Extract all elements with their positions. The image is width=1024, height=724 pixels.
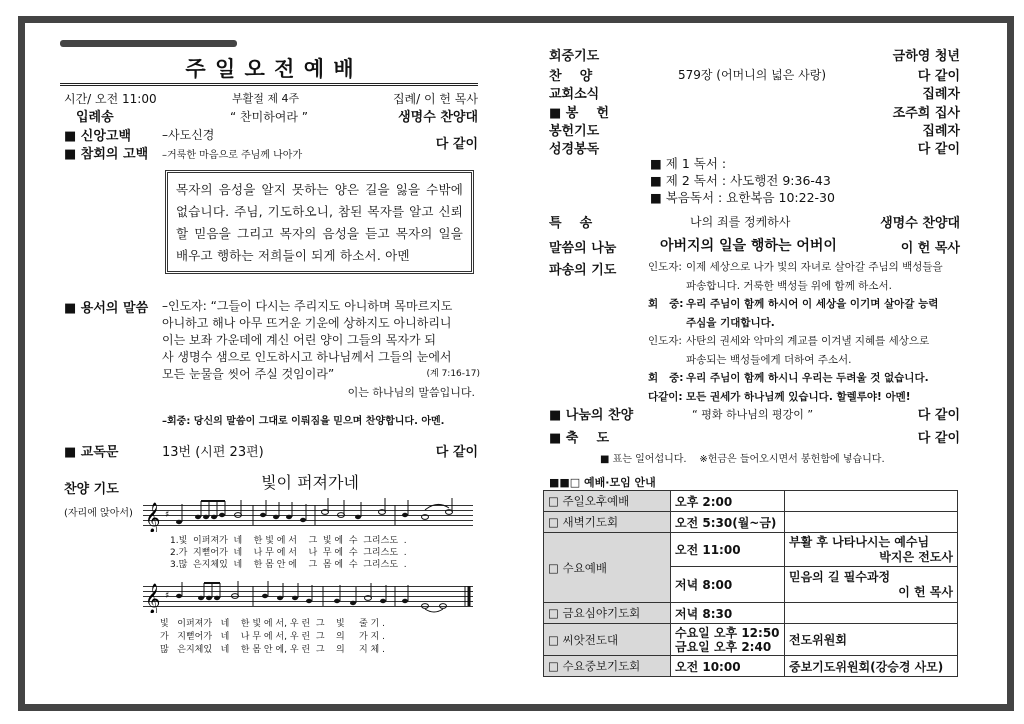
news-by: 집례자 xyxy=(922,87,960,102)
schedule-time xyxy=(671,624,785,656)
sending-line xyxy=(648,314,960,333)
sharing-label: ■ 나눔의 찬양 xyxy=(549,408,634,423)
confession-prayer-box: 목자의 음성을 알지 못하는 양은 길을 잃을 수밖에 없습니다. 주님, 기도하오니, 참된 목자를 알고 신뢰할 믿음을 그리고 목자의 음성을 듣고 목자의 일을 배우고 행하는 저희들이 되게 하소서. 아멘 xyxy=(165,170,474,274)
schedule-desc xyxy=(785,603,958,624)
lyric-line: 가 지뻗어가 네 나 무 에 서, 우 린 그 의 가 지 . xyxy=(160,632,385,642)
sending-text: 우리 주님이 함께 하시어 이 세상을 이기며 살아갈 능력 xyxy=(686,298,939,310)
page-title: 주 일 오 전 예 배 xyxy=(185,57,355,81)
pardon-line: 모든 눈물을 씻어 주실 것임이라” xyxy=(162,367,335,381)
lyric-line: 많 은지체있 네 한 몸 안 에, 우 린 그 의 지 체 . xyxy=(160,645,385,655)
lyrics-verse-block xyxy=(170,535,407,571)
table-row xyxy=(544,512,958,533)
offering-prayer-label: 봉헌기도 xyxy=(549,124,600,139)
sending-text: 우리 주님이 함께 하시니 우리는 두려울 것 없습니다. xyxy=(686,372,929,384)
readings-list xyxy=(650,155,835,206)
schedule-name: □ 씨앗전도대 xyxy=(544,624,671,656)
schedule-desc-line: 박지은 전도사 xyxy=(879,549,953,564)
schedule-time: 저녁 8:30 xyxy=(671,603,785,624)
schedule-title: ■■□ 예배·모임 안내 xyxy=(549,476,656,489)
hymn-sub: (자리에 앉아서) xyxy=(64,508,133,519)
sending-who: 인도자: xyxy=(648,261,682,273)
schedule-time-line: 수요일 오후 12:50 xyxy=(675,625,780,640)
sending-line xyxy=(648,332,960,351)
sending-prayer xyxy=(648,258,960,406)
scripture-by: 다 같이 xyxy=(917,142,960,157)
table-row xyxy=(544,491,958,512)
confession-label: ■ 참회의 고백 xyxy=(64,147,149,162)
sending-line xyxy=(648,351,960,370)
sending-who: 회 중: xyxy=(648,298,684,310)
scripture-label: 성경봉독 xyxy=(549,142,600,157)
reading-label: ■ 교독문 xyxy=(64,445,119,460)
lyric-line: 2.가 지뻗어가 네 나 무 에 서 나 무 에 수 그리스도 . xyxy=(170,548,407,558)
sending-text: 파송합니다. 거룩한 백성들 위에 함께 하소서. xyxy=(686,279,892,292)
reading-item: ■ 제 1 독서 : xyxy=(650,156,727,171)
creed-value: –사도신경 xyxy=(162,128,215,142)
praise-by: 다 같이 xyxy=(917,69,960,84)
schedule-name: □ 새벽기도회 xyxy=(544,512,671,533)
schedule-time: 오전 11:00 xyxy=(671,533,785,567)
pardon-ref: (계 7:16-17) xyxy=(426,369,480,379)
schedule-name: □ 금요심야기도회 xyxy=(544,603,671,624)
schedule-time: 오전 10:00 xyxy=(671,656,785,677)
reading-item: ■ 복음독서 : 요한복음 10:22-30 xyxy=(650,190,835,205)
pardon-last-line xyxy=(162,366,480,383)
svg-text:♯: ♯ xyxy=(165,591,170,601)
schedule-name: □ 수요중보기도회 xyxy=(544,656,671,677)
lyric-line: 3.많 은지체있 네 한 몸 안 에 그 몸 에 수 그리스도 . xyxy=(170,560,407,570)
special-label: 특 송 xyxy=(549,216,593,231)
reading-together: 다 같이 xyxy=(435,445,478,460)
pardon-label: ■ 용서의 말씀 xyxy=(64,301,149,316)
table-row xyxy=(544,624,958,656)
lyric-line: 1.빛 이퍼져가 네 한 빛 에 서 그 빛 에 수 그리스도 . xyxy=(170,536,407,546)
table-row xyxy=(544,533,958,567)
sending-line xyxy=(648,258,960,277)
schedule-desc xyxy=(785,491,958,512)
creed-label: ■ 신앙고백 xyxy=(64,129,132,144)
schedule-time: 저녁 8:00 xyxy=(671,567,785,603)
pardon-line: 이는 보좌 가운데에 계신 어린 양이 그들의 목자가 되 xyxy=(162,333,436,347)
schedule-table xyxy=(543,490,958,677)
pardon-word: 이는 하나님의 말씀입니다. xyxy=(347,386,475,399)
sending-who: 다같이: xyxy=(648,390,683,403)
special-song: 나의 죄를 정케하사 xyxy=(690,215,791,229)
offering-label: ■ 봉 헌 xyxy=(549,106,610,121)
sharing-by: 다 같이 xyxy=(917,408,960,423)
sending-text: 모든 권세가 하나님께 있습니다. 할렐루야! 아멘! xyxy=(686,390,911,403)
sharing-song: “ 평화 하나님의 평강이 ” xyxy=(692,408,814,421)
liturgical-week: 부활절 제 4주 xyxy=(232,92,300,105)
schedule-name: □ 수요예배 xyxy=(544,533,671,603)
music-notes-2 xyxy=(143,579,473,613)
schedule-time: 오후 2:00 xyxy=(671,491,785,512)
schedule-desc-line: 이 헌 목사 xyxy=(898,584,953,599)
reading-value: 13번 (시편 23편) xyxy=(162,445,264,460)
entrance-label: 입례송 xyxy=(76,110,114,125)
header-bar xyxy=(60,40,237,47)
sending-who: 인도자: xyxy=(648,335,682,347)
title-rule xyxy=(60,83,478,86)
schedule-desc-line: 부활 후 나타나시는 예수님 xyxy=(789,534,930,549)
offering-by: 조주희 집사 xyxy=(892,106,960,121)
schedule-desc: 중보기도위원회(강승경 사모) xyxy=(785,656,958,677)
officiant: 집례/ 이 헌 목사 xyxy=(392,92,478,106)
svg-text:𝄞: 𝄞 xyxy=(145,503,161,532)
table-row xyxy=(544,603,958,624)
pardon-text xyxy=(162,298,480,383)
blessing-by: 다 같이 xyxy=(917,431,960,446)
sending-text: 사탄의 권세와 악마의 계교를 이겨낼 지혜를 세상으로 xyxy=(686,335,930,347)
praise-value: 579장 (어머니의 넓은 사랑) xyxy=(678,68,827,82)
pardon-response: –회중: 당신의 말씀이 그대로 이뤄짐을 믿으며 찬양합니다. 아멘. xyxy=(162,416,445,427)
praise-label: 찬 양 xyxy=(549,69,593,84)
notice: ■ 표는 일어섭니다. ※헌금은 들어오시면서 봉헌함에 넣습니다. xyxy=(600,454,885,465)
sending-text: 이제 세상으로 나가 빛의 자녀로 살아갈 주님의 백성들을 xyxy=(686,261,943,273)
sermon-title: 아버지의 일을 행하는 어버이 xyxy=(660,238,837,254)
confession-value: –거룩한 마음으로 주님께 나아가 xyxy=(162,150,303,161)
hymn-label: 찬양 기도 xyxy=(64,482,119,497)
schedule-desc xyxy=(785,567,958,603)
sermon-by: 이 헌 목사 xyxy=(900,241,960,256)
reading-item: ■ 제 2 독서 : 사도행전 9:36-43 xyxy=(650,173,831,188)
offering-prayer-by: 집례자 xyxy=(922,124,960,139)
pardon-line: 사 생명수 샘으로 인도하시고 하나님께서 그들의 눈에서 xyxy=(162,350,452,364)
table-row xyxy=(544,656,958,677)
schedule-time: 오전 5:30(월~금) xyxy=(671,512,785,533)
sending-line xyxy=(648,277,960,296)
lyrics-refrain-block xyxy=(160,618,385,657)
sending-text: 주심을 기대합니다. xyxy=(686,316,775,329)
congregation-prayer-label: 회중기도 xyxy=(549,49,600,64)
sending-text: 파송되는 백성들에게 더하여 주소서. xyxy=(686,353,852,366)
schedule-desc-line: 믿음의 길 필수과정 xyxy=(789,569,891,584)
lyric-line: 빛 이퍼져가 네 한 빛 에 서, 우 린 그 빛 줄 기 . xyxy=(160,619,385,629)
service-time: 시간/ 오전 11:00 xyxy=(64,92,157,106)
music-notes-1 xyxy=(143,498,473,532)
schedule-desc xyxy=(785,512,958,533)
sermon-label: 말씀의 나눔 xyxy=(549,241,617,256)
pardon-line: –인도자: “그들이 다시는 주리지도 아니하며 목마르지도 xyxy=(162,299,453,313)
blessing-label: ■ 축 도 xyxy=(549,431,610,446)
svg-text:𝄞: 𝄞 xyxy=(145,584,161,613)
schedule-name: □ 주일오후예배 xyxy=(544,491,671,512)
sending-label: 파송의 기도 xyxy=(549,263,617,278)
entrance-song: “ 찬미하여라 ” xyxy=(230,110,309,124)
hymn-title: 빛이 퍼져가네 xyxy=(261,473,359,492)
news-label: 교회소식 xyxy=(549,87,600,102)
sending-line xyxy=(648,369,960,388)
sending-who: 회 중: xyxy=(648,372,684,384)
congregation-prayer-by: 금하영 청년 xyxy=(892,49,960,64)
confession-together: 다 같이 xyxy=(435,137,478,152)
sending-line xyxy=(648,295,960,314)
entrance-by: 생명수 찬양대 xyxy=(398,110,478,125)
schedule-desc: 전도위원회 xyxy=(785,624,958,656)
svg-text:♯: ♯ xyxy=(165,510,170,520)
schedule-time-line: 금요일 오후 2:40 xyxy=(675,639,772,654)
pardon-line: 아니하고 해나 아무 뜨거운 기운에 상하지도 아니하리니 xyxy=(162,316,452,330)
special-by: 생명수 찬양대 xyxy=(880,216,960,231)
schedule-desc xyxy=(785,533,958,567)
